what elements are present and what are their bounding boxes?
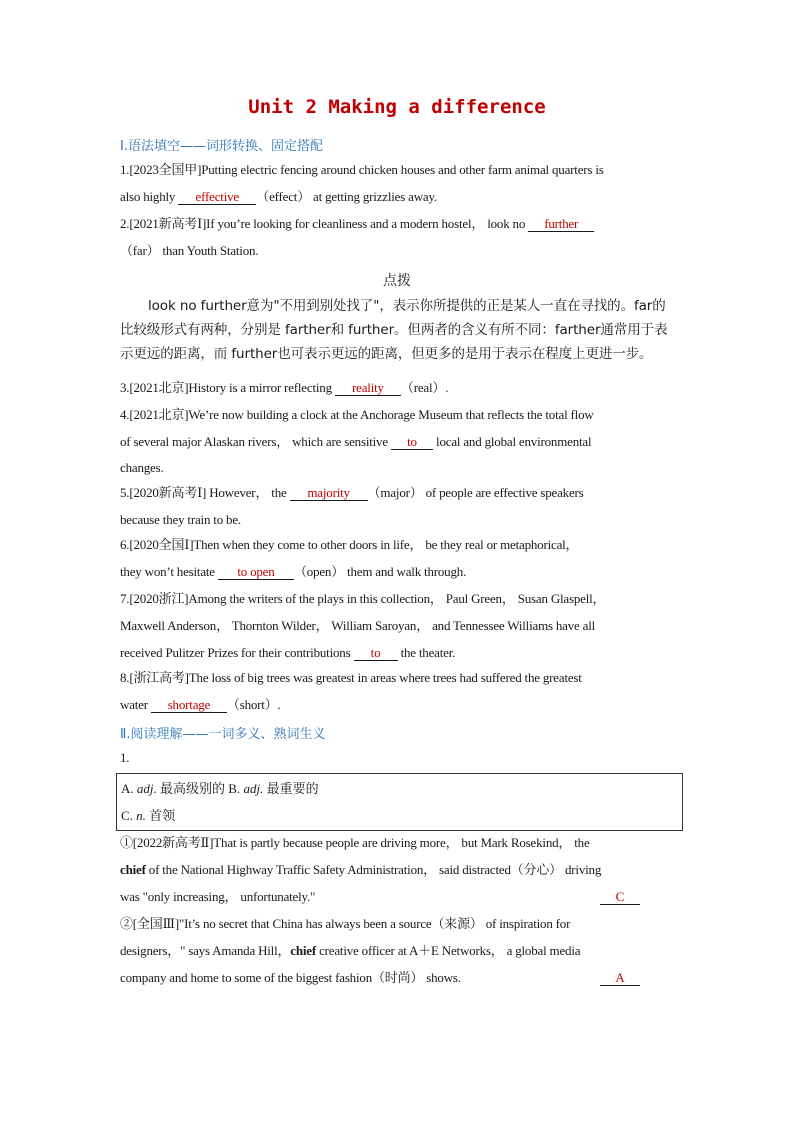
reading-2-line-2: designers，" says Amanda Hill，chief creative officer at A＋E Networks， a global media <box>120 943 581 958</box>
question-7-line-3: received Pulitzer Prizes for their contributions to the theater. <box>120 645 456 660</box>
question-8-line-1: 8.[浙江高考]The loss of big trees was greatest in areas where trees had suffered the greatest <box>120 670 582 685</box>
meaning-options-box <box>116 773 683 831</box>
question-1-line-2: also highly effective （effect） at getting grizzlies away. <box>120 189 437 204</box>
question-1-line-1: 1.[2023全国甲]Putting electric fencing around chicken houses and other farm animal quarters is <box>120 162 604 177</box>
question-8-line-2: water shortage （short）. <box>120 697 281 712</box>
question-5-line-1: 5.[2020新高考Ⅰ] However， the majority （major） of people are effective speakers <box>120 485 584 500</box>
answer-blank-4: to <box>391 435 433 450</box>
answer-blank-3: reality <box>335 381 401 396</box>
answer-blank-5: majority <box>290 486 368 501</box>
reading-2-answer: A <box>600 971 640 986</box>
answer-blank-2: further <box>528 217 594 232</box>
reading-1-line-2: chief of the National Highway Traffic Safety Administration， said distracted（分心） driving <box>120 862 602 877</box>
section-heading-reading: Ⅱ.阅读理解——一词多义、熟词生义 <box>120 727 326 742</box>
answer-blank-7: to <box>354 646 398 661</box>
question-6-line-2: they won’t hesitate to open （open） them and walk through. <box>120 564 467 579</box>
tip-line-1: look no further意为"不用到别处找了"，表示你所提供的正是某人一直在寻找的。far的 <box>148 298 666 314</box>
question-5-line-2: because they train to be. <box>120 512 241 527</box>
page-title: Unit 2 Making a difference <box>248 96 546 118</box>
question-6-line-1: 6.[2020全国Ⅰ]Then when they come to other doors in life， be they real or metaphorical， <box>120 537 579 552</box>
reading-2-line-1: ②[全国Ⅲ]"It’s no secret that China has always been a source（来源） of inspiration for <box>120 916 571 931</box>
question-4-line-3: changes. <box>120 460 164 475</box>
reading-2-line-3: company and home to some of the biggest fashion（时尚） shows. <box>120 970 461 985</box>
answer-blank-8: shortage <box>151 698 227 713</box>
options-row-ab: A. adj. 最高级别的 B. adj. 最重要的 <box>121 781 319 796</box>
item-number-1: 1. <box>120 750 130 765</box>
question-4-line-2: of several major Alaskan rivers， which are sensitive to local and global environmental <box>120 434 592 449</box>
question-7-line-2: Maxwell Anderson， Thornton Wilder， William Saroyan， and Tennessee Williams have all <box>120 618 596 633</box>
answer-blank-1: effective <box>178 190 256 205</box>
tip-line-3: 示更远的距离，而 further也可表示更远的距离，但更多的是用于表示在程度上更进一步。 <box>120 346 653 362</box>
section-heading-grammar: Ⅰ.语法填空——词形转换、固定搭配 <box>120 139 323 154</box>
question-3: 3.[2021北京]History is a mirror reflecting reality （real）. <box>120 380 449 395</box>
question-7-line-1: 7.[2020浙江]Among the writers of the plays in this collection， Paul Green， Susan Glaspell， <box>120 591 606 606</box>
tip-line-2: 比较级形式有两种，分别是 farther和 further。但两者的含义有所不同：farther通常用于表 <box>120 322 668 338</box>
reading-1-line-3: was "only increasing， unfortunately." <box>120 889 316 904</box>
reading-1-line-1: ①[2022新高考Ⅱ]That is partly because people are driving more， but Mark Rosekind， the <box>120 835 590 850</box>
reading-1-answer: C <box>600 890 640 905</box>
question-2-line-2: （far） than Youth Station. <box>120 243 259 258</box>
tip-heading: 点拨 <box>383 273 411 289</box>
question-4-line-1: 4.[2021北京]We’re now building a clock at the Anchorage Museum that reflects the total flow <box>120 407 594 422</box>
options-row-c: C. n. 首领 <box>121 808 176 823</box>
question-2-line-1: 2.[2021新高考Ⅰ]If you’re looking for cleanliness and a modern hostel， look no further <box>120 216 680 232</box>
answer-blank-6: to open <box>218 565 294 580</box>
